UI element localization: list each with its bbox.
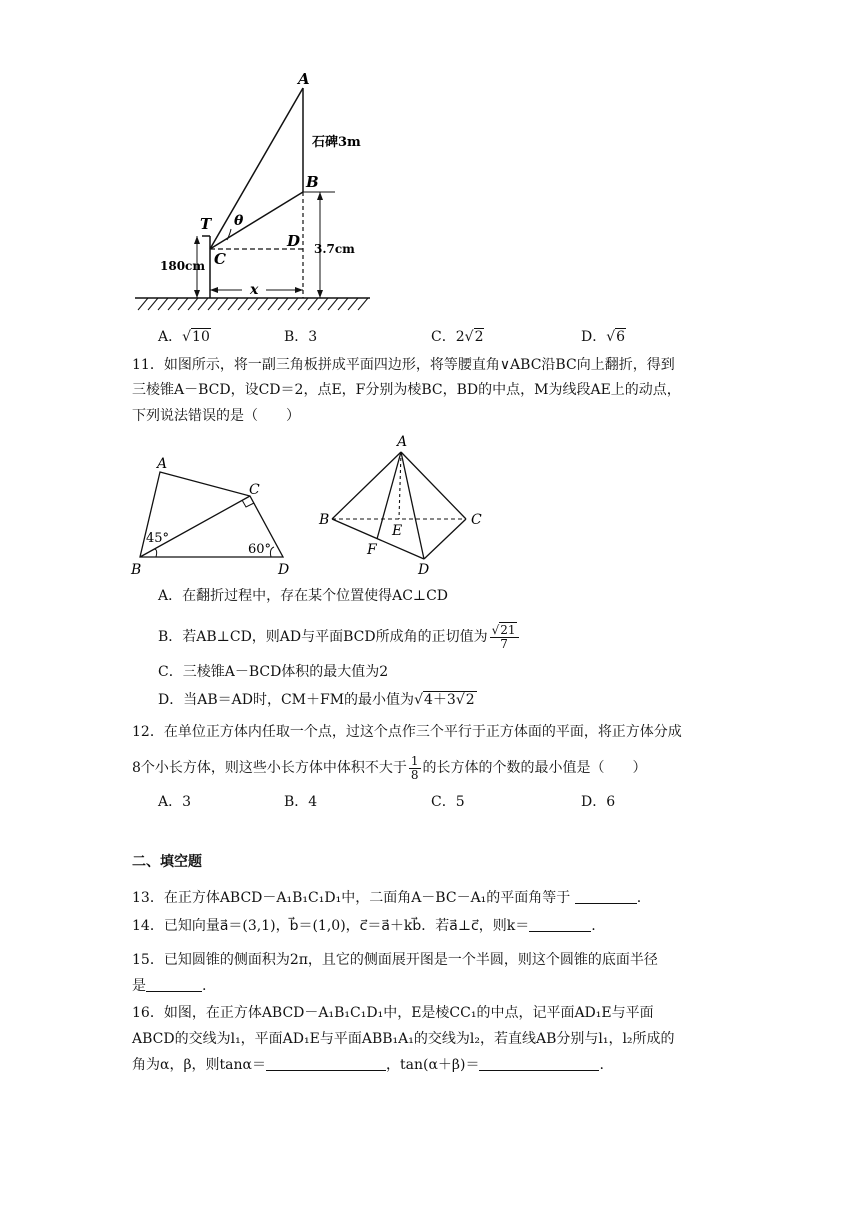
label-B: B	[306, 173, 319, 191]
quadrilateral-figure	[128, 450, 298, 580]
label-D: D	[287, 232, 301, 250]
left-label-60: 60°	[248, 542, 272, 557]
q11-b-text: B．若AB⊥CD，则AD与平面BCD所成角的正切值为	[158, 629, 488, 645]
q11-option-b[interactable]	[158, 619, 521, 655]
left-label-B: B	[131, 562, 142, 578]
left-label-45: 45°	[146, 531, 170, 546]
q11-line-3: 下列说法错误的是（ ）	[132, 408, 300, 424]
left-label-A: A	[157, 456, 168, 472]
label-stone: 石碑3m	[312, 135, 361, 150]
q11-option-c[interactable]: C．三棱锥A－BCD体积的最大值为2	[158, 664, 389, 680]
q11-b-fraction: $\frac{√21}{7}$	[490, 624, 519, 651]
q10-d-letter: D．	[581, 329, 607, 345]
tetrahedron-figure	[315, 432, 495, 577]
q15-end: .	[202, 978, 207, 994]
q11-d-inner: 2	[465, 692, 475, 708]
q10-c-coef: 2	[455, 329, 465, 345]
q15-line-2	[132, 976, 206, 996]
right-label-A: A	[397, 434, 408, 450]
q16-text-a: 角为α，β，则tanα＝	[132, 1057, 266, 1073]
right-label-C: C	[471, 512, 482, 528]
q11-d-text: D．当AB＝AD时，CM＋FM的最小值为	[158, 692, 415, 708]
q11-option-a[interactable]: A．在翻折过程中，存在某个位置使得AC⊥CD	[158, 588, 449, 604]
q14-answer-blank[interactable]	[529, 917, 591, 932]
q11-b-num: 21	[500, 622, 516, 637]
q10-c-value: 2	[474, 329, 484, 345]
label-A: A	[298, 70, 310, 88]
q12-frac-den: 8	[410, 767, 419, 782]
q12-option-c[interactable]: C．5	[431, 794, 465, 810]
q13-text: 13．在正方体ABCD－A₁B₁C₁D₁中，二面角A－BC－A₁的平面角等于	[132, 890, 571, 906]
q11-line-1: 11．如图所示，将一副三角板拼成平面四边形，将等腰直角∨ABC沿BC向上翻折，得到	[132, 357, 675, 373]
label-x: x	[250, 282, 259, 298]
monument-figure	[130, 68, 380, 318]
right-label-F: F	[367, 542, 377, 558]
q10-option-a[interactable]: A．√10	[158, 329, 210, 345]
q10-c-letter: C．	[431, 329, 456, 345]
q14-end: .	[591, 918, 596, 934]
label-theta: θ	[234, 213, 244, 229]
q12-option-a[interactable]: A．3	[158, 794, 192, 810]
q12-line2-pre: 8个小长方体，则这些小长方体中体积不大于	[132, 760, 407, 776]
q12-line-2	[132, 750, 647, 786]
q14-text: 14．已知向量a⃗＝(3,1)，b⃗＝(1,0)，c⃗＝a⃗＋kb⃗．若a⃗⊥c⃗，则k＝	[132, 918, 530, 934]
q16-text-b: ，tan(α＋β)＝	[386, 1057, 480, 1073]
left-label-D: D	[278, 562, 290, 578]
q12-line2-post: 的长方体的个数的最小值是（ ）	[422, 760, 647, 776]
q13-end: .	[636, 890, 642, 906]
q12-line-1: 12．在单位正方体内任取一个点，过这个点作三个平行于正方体面的平面，将正方体分成	[132, 724, 682, 740]
label-37: 3.7cm	[314, 242, 355, 256]
q10-option-d[interactable]: D．√6	[581, 329, 626, 345]
q16-end: .	[599, 1057, 604, 1073]
q10-option-c[interactable]: C．2√2	[431, 329, 484, 345]
label-T: T	[200, 215, 212, 233]
right-label-B: B	[319, 512, 330, 528]
q11-option-d[interactable]: D．当AB＝AD时，CM＋FM的最小值为√4＋3√2	[158, 692, 475, 708]
q12-option-b[interactable]: B．4	[284, 794, 318, 810]
q12-fraction	[409, 755, 421, 782]
q13	[132, 888, 641, 908]
q10-option-b[interactable]	[284, 327, 317, 347]
left-label-C: C	[249, 482, 260, 498]
q10-b-letter: B．	[284, 329, 309, 345]
q16-answer-blank-1[interactable]	[266, 1056, 386, 1071]
right-label-E: E	[392, 523, 403, 539]
section-heading: 二、填空题	[132, 854, 202, 870]
q10-d-value: 6	[616, 329, 626, 345]
q10-a-letter: A．	[158, 329, 183, 345]
q15-answer-blank[interactable]	[146, 977, 202, 992]
q10-b-value: 3	[308, 329, 318, 345]
q11-line-2: 三棱锥A－BCD，设CD＝2，点E，F分别为棱BC，BD的中点，M为线段AE上的动点，	[132, 382, 681, 398]
q11-d-radical: 4＋3√2	[423, 692, 475, 708]
q13-answer-blank[interactable]	[575, 889, 637, 904]
label-180: 180cm	[160, 259, 206, 273]
q14	[132, 916, 596, 936]
q16-line-2: ABCD的交线为l₁，平面AD₁E与平面ABB₁A₁的交线为l₂，若直线AB分别与l₁，l₂所成的	[132, 1031, 675, 1047]
label-C: C	[214, 250, 226, 268]
right-label-D: D	[418, 562, 430, 577]
q11-d-val: 4＋3	[423, 692, 456, 708]
q12-option-d[interactable]: D．6	[581, 794, 616, 810]
q12-frac-num: 1	[410, 753, 419, 768]
q16-answer-blank-2[interactable]	[479, 1056, 599, 1071]
q16-line-3	[132, 1055, 604, 1075]
q10-a-value: 10	[192, 329, 210, 345]
q15-text: 是	[132, 978, 146, 994]
q16-line-1: 16．如图，在正方体ABCD－A₁B₁C₁D₁中，E是棱CC₁的中点，记平面AD₁E与平面	[132, 1005, 654, 1021]
q11-b-den: 7	[500, 636, 508, 651]
q15-line-1: 15．已知圆锥的侧面积为2π，且它的侧面展开图是一个半圆，则这个圆锥的底面半径	[132, 952, 658, 968]
